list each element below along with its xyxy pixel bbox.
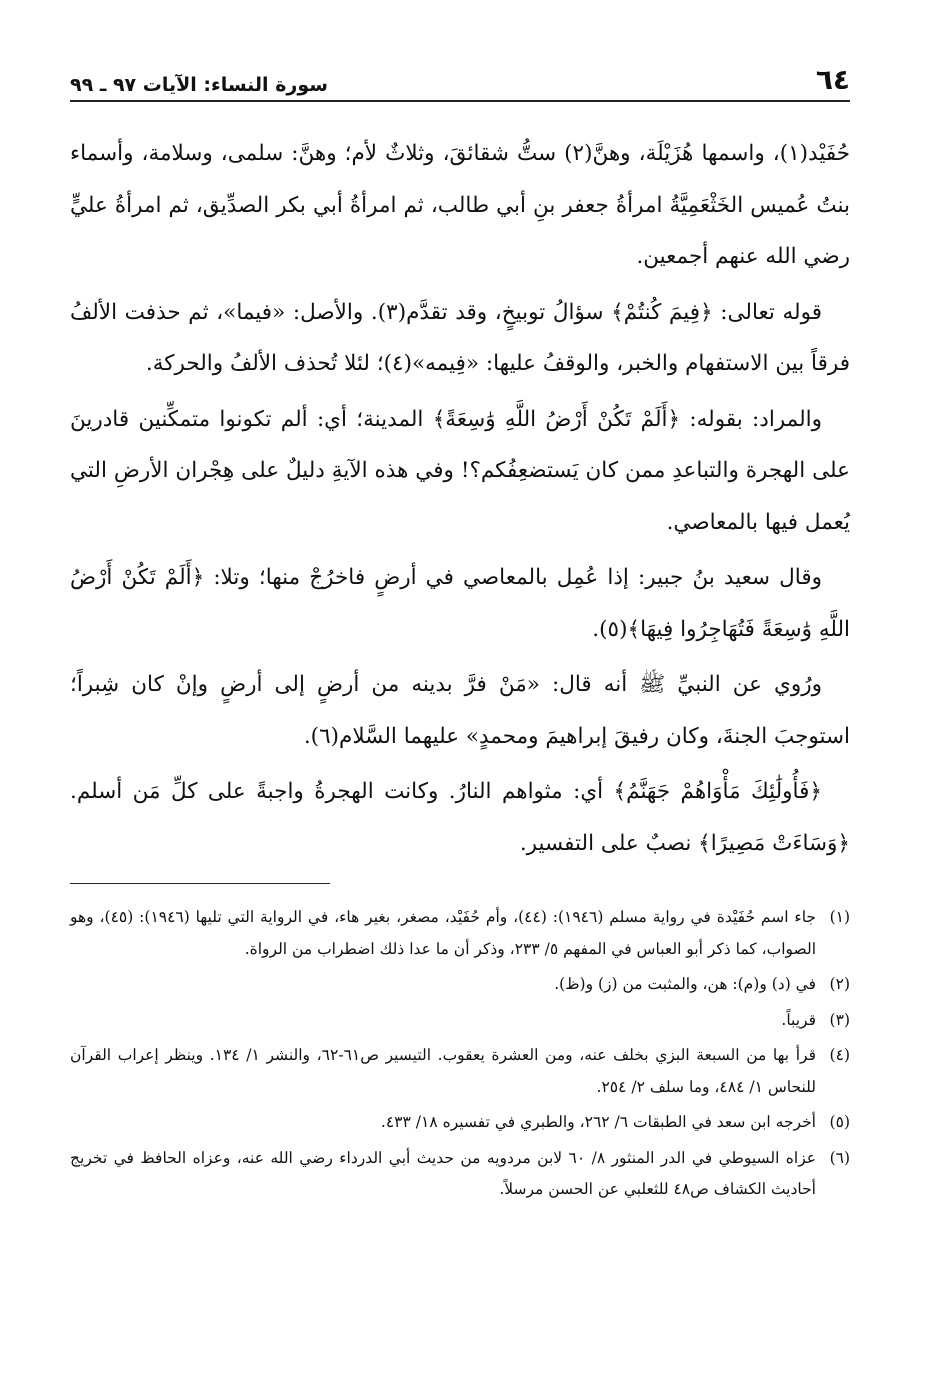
footnote-number: (٣) [829, 1010, 850, 1029]
footnote-number: (٤) [829, 1046, 850, 1064]
footnote [70, 1107, 850, 1139]
footnotes [70, 902, 850, 1206]
footnote-text: عزاه السيوطي في الدر المنثور ٨/ ٦٠ لابن مردويه من حديث أبي الدرداء رضي الله عنه، وعزاه الحافظ في تخريج أحاديث الكشاف ص٤٨ للثعلبي عن الحسن مرسلاً. [70, 1148, 817, 1198]
running-title: سورة النساء: الآيات ٩٧ ـ ٩٩ [70, 74, 328, 96]
book-page [70, 52, 850, 1210]
paragraph: ﴿فَأُولَٰئِكَ مَأْوَاهُمْ جَهَنَّمُ﴾ أي: مثواهم النارُ. وكانت الهجرةُ واجبةً على كلِّ مَن أسلم. ﴿وَسَاءَتْ مَصِيرًا﴾ نصبٌ على التفسير. [70, 779, 850, 856]
footnote [70, 1040, 850, 1103]
page-header [70, 52, 850, 102]
main-text [70, 128, 850, 869]
footnote [70, 1005, 850, 1037]
footnote-text: قريباً. [781, 1010, 816, 1029]
footnote-number: (١) [829, 908, 851, 926]
paragraph: قوله تعالى: ﴿فِيمَ كُنتُمْ﴾ سؤالُ توبيخٍ، وقد تقدَّم(٣). والأصل: «فيما»، ثم حذفت الألفُ فرقاً بين الاستفهام والخبر، والوقفُ عليها: «فِيمه»(٤)؛ لئلا تُحذف الألفُ والحركة. [70, 299, 850, 376]
footnote-separator [70, 883, 330, 884]
paragraph: حُفَيْد(١)، واسمها هُزَيْلَة، وهنَّ(٢) ستُّ شقائقَ، وثلاثٌ لأم؛ وهنَّ: سلمى، وسلامة، وأسماء بنتُ عُميس الخَثْعَمِيَّةُ امرأةُ جعفر بنِ أبي طالب، ثم امرأةُ أبي بكر الصدِّيق، ثم امرأةُ عليٍّ رضي الله عنهم أجمعين. [70, 141, 850, 269]
paragraph: ورُوي عن النبيِّ ﷺ أنه قال: «مَنْ فرَّ بدينه من أرضٍ إلى أرضٍ وإنْ كان شِبراً؛ استوجبَ الجنةَ، وكان رفيقَ إبراهيمَ ومحمدٍ» عليهما السَّلام(٦). [70, 672, 850, 749]
footnote-text: جاء اسم حُفَيْدة في رواية مسلم (١٩٤٦): (٤٤)، وأم حُفَيْد، مصغر، بغير هاء، في الرواية التي تليها (١٩٤٦): (٤٥)، وهو الصواب، كما ذكر أبو العباس في المفهم ٥/ ٢٣٣، وذكر أن ما عدا ذلك اضطراب من الرواة. [70, 908, 817, 958]
footnote-text: في (د) و(م): هن، والمثبت من (ز) و(ظ). [554, 975, 816, 993]
footnote [70, 902, 850, 965]
paragraph: والمراد: بقوله: ﴿أَلَمْ تَكُنْ أَرْضُ اللَّهِ وَٰسِعَةً﴾ المدينة؛ أي: ألم تكونوا متمكِّنين قادرينَ على الهجرة والتباعدِ ممن كان يَستضعِفُكم؟! وفي هذه الآيةِ دليلٌ على هِجْران الأرضِ التي يُعمل فيها بالمعاصي. [70, 406, 850, 535]
footnote [70, 1143, 850, 1206]
page-number: ٦٤ [815, 63, 850, 96]
footnote-text: أخرجه ابن سعد في الطبقات ٦/ ٢٦٢، والطبري في تفسيره ١٨/ ٤٣٣. [380, 1113, 816, 1131]
footnote-number: (٦) [829, 1148, 851, 1167]
paragraph: وقال سعيد بنُ جبير: إذا عُمِل بالمعاصي في أرضٍ فاخرُجْ منها؛ وتلا: ﴿أَلَمْ تَكُنْ أَرْضُ اللَّهِ وَٰسِعَةً فَتُهَاجِرُوا فِيهَا﴾(٥). [70, 565, 850, 642]
footnote-text: قرأ بها من السبعة البزي بخلف عنه، ومن العشرة يعقوب. التيسير ص٦١-٦٢، والنشر ١/ ١٣٤. وينظر إعراب القرآن للنحاس ١/ ٤٨٤، وما سلف ٢/ ٢٥٤. [70, 1046, 816, 1096]
footnote-number: (٢) [829, 975, 850, 993]
footnote-number: (٥) [829, 1113, 850, 1131]
footnote [70, 969, 850, 1001]
